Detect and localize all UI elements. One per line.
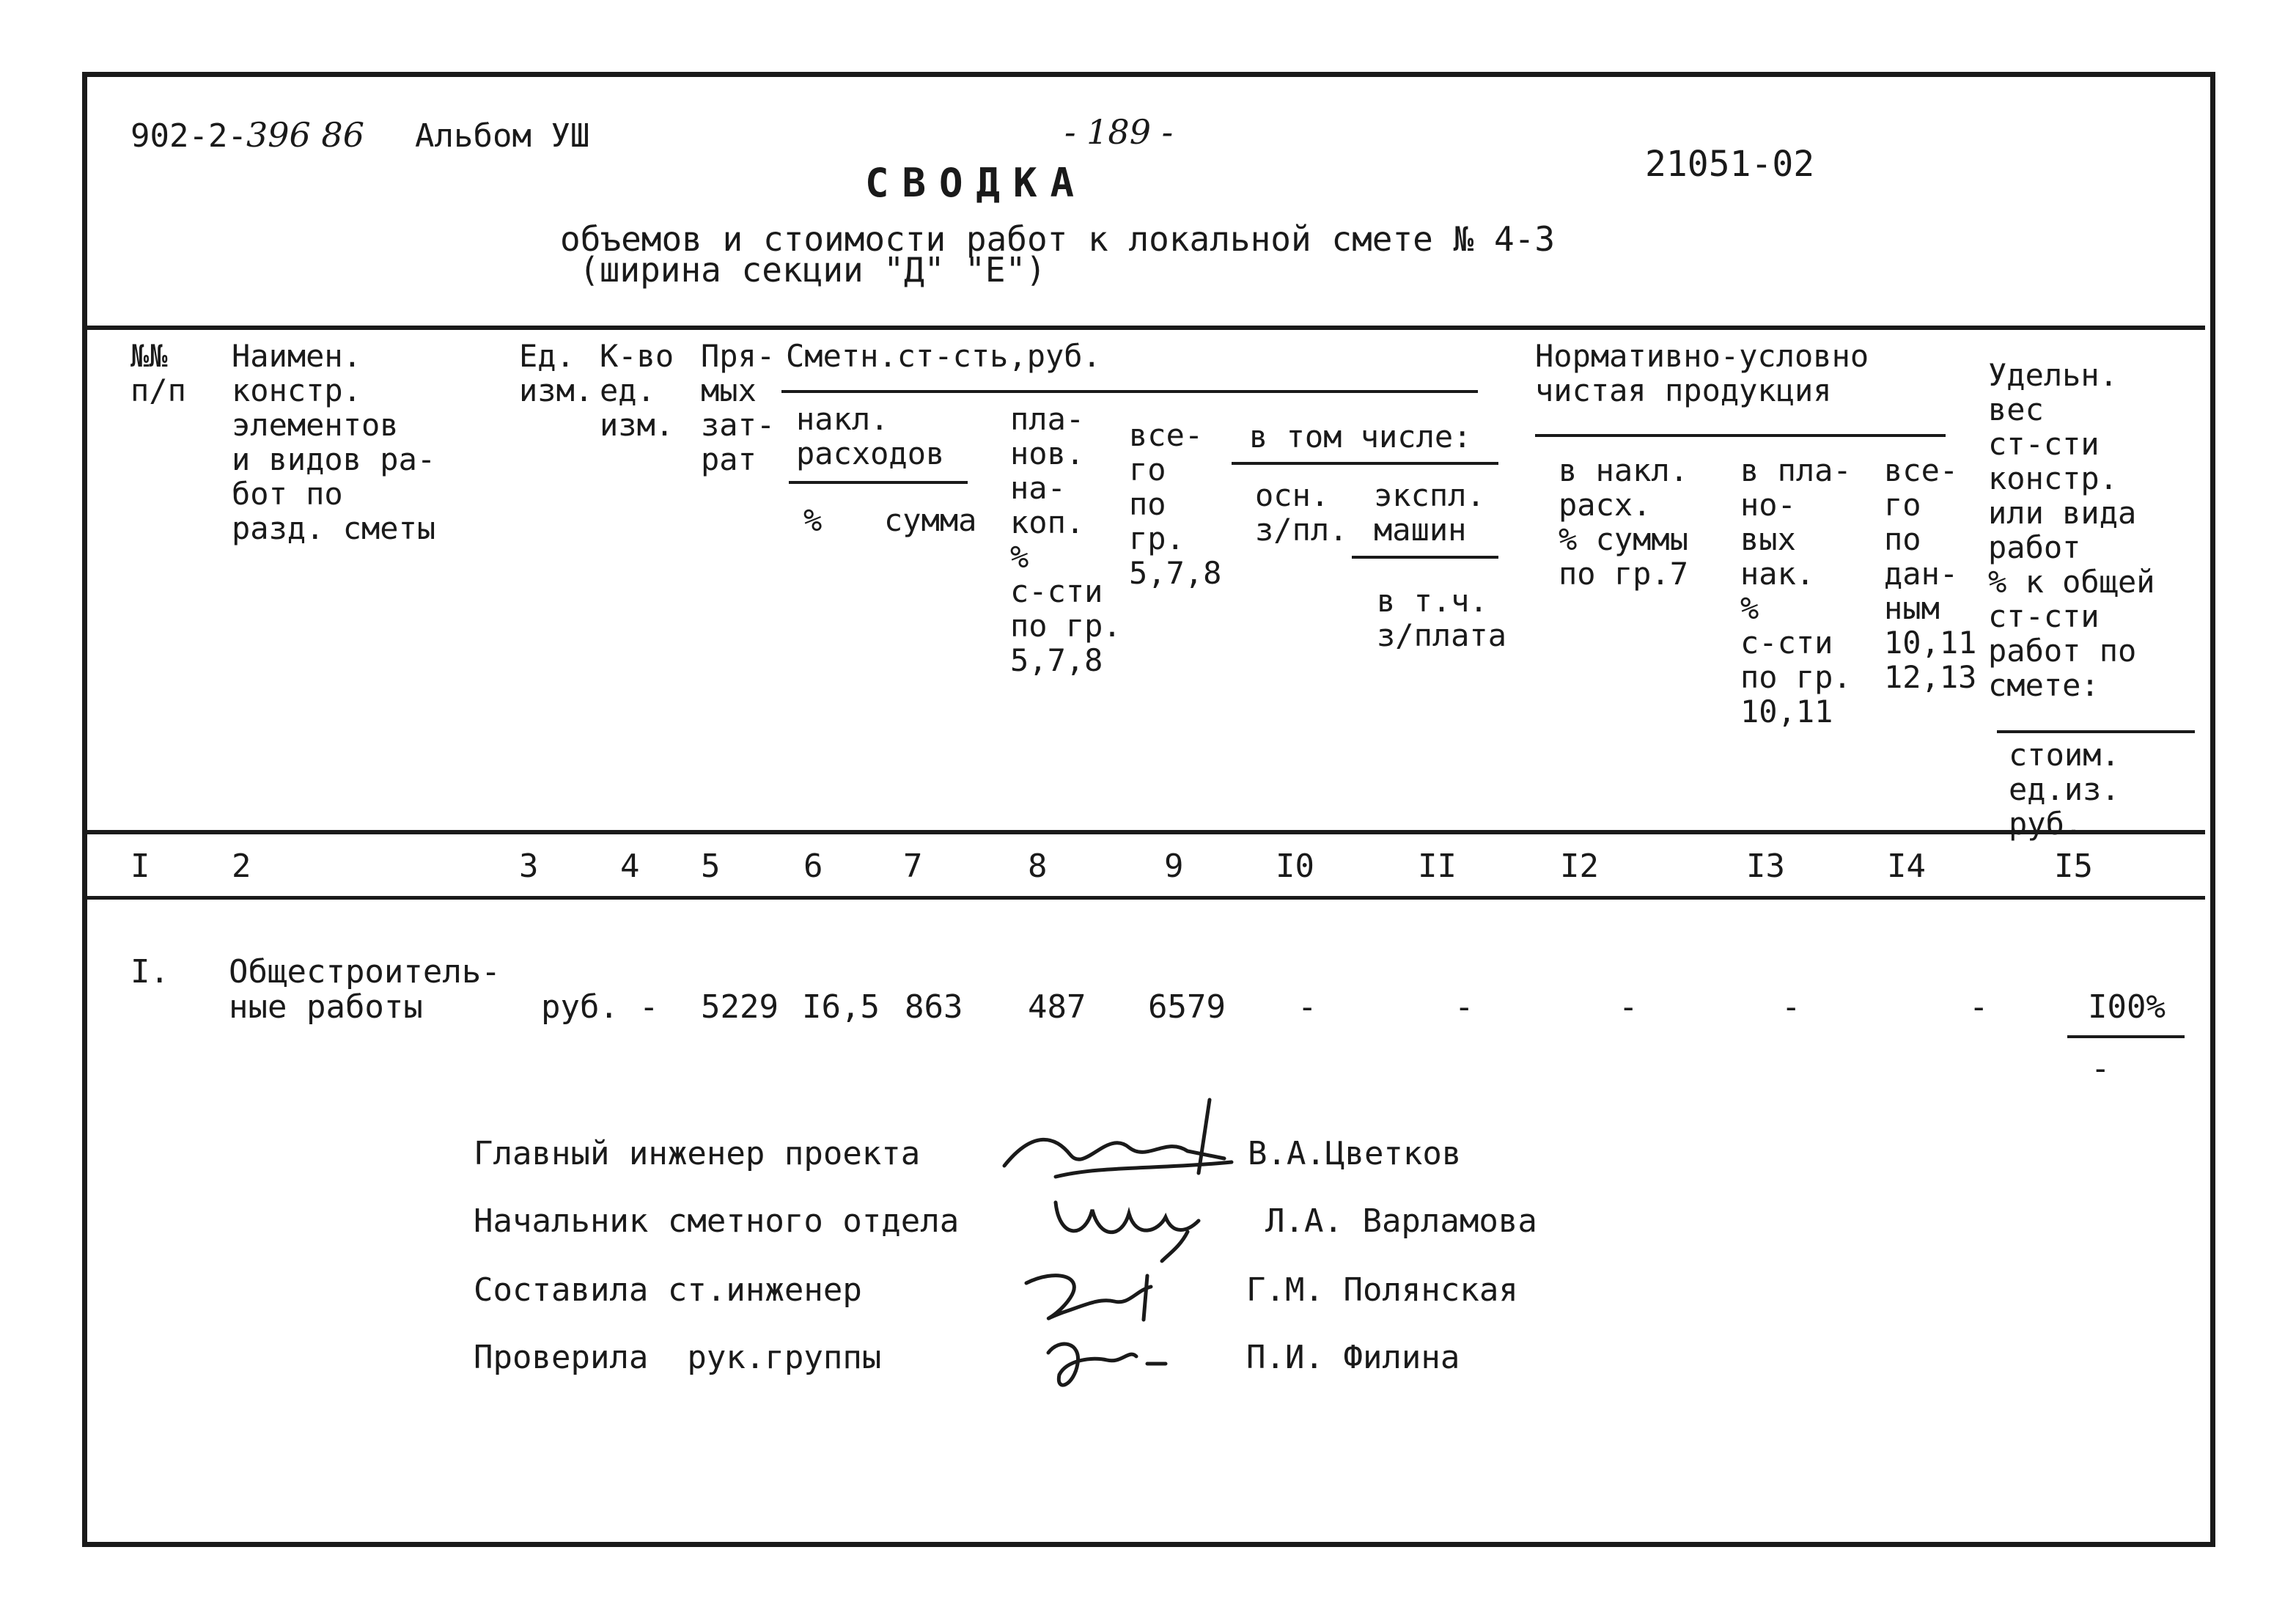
header-norm: Нормативно-условно чистая продукция bbox=[1535, 338, 1869, 408]
header-pct: % bbox=[803, 502, 823, 538]
row-sum: 863 bbox=[905, 988, 963, 1026]
colnum-11: II bbox=[1418, 848, 1457, 885]
row-norm-total: - bbox=[1969, 988, 1989, 1026]
nakl-rule bbox=[789, 481, 968, 484]
row-unit: руб. bbox=[541, 988, 619, 1026]
colnum-5: 5 bbox=[701, 848, 721, 885]
colnum-12: I2 bbox=[1560, 848, 1599, 885]
share-rule bbox=[1997, 730, 2195, 733]
header-qty: К-во ед. изм. bbox=[600, 338, 674, 443]
row-share: I00% bbox=[2088, 988, 2166, 1026]
header-plan: пла- нов. на- коп. % с-сти по гр. 5,7,8 bbox=[1010, 401, 1122, 678]
row-norm-plan: - bbox=[1781, 988, 1801, 1026]
doc-code-handwritten: 396 86 bbox=[246, 115, 364, 155]
signature-name-1: В.А.Цветков bbox=[1248, 1135, 1462, 1172]
header-smet: Сметн.ст-сть,руб. bbox=[786, 338, 1101, 374]
doc-title: СВОДКА bbox=[865, 160, 1088, 206]
row-osn: - bbox=[1298, 988, 1317, 1026]
signature-role-2: Начальник сметного отдела bbox=[474, 1202, 960, 1240]
page-number: - 189 - bbox=[1064, 112, 1174, 152]
colnum-7: 7 bbox=[903, 848, 923, 885]
signature-role-3: Составила ст.инженер bbox=[474, 1271, 862, 1309]
mash-rule bbox=[1352, 556, 1498, 559]
row-norm-nakl: - bbox=[1619, 988, 1638, 1026]
colnum-rule bbox=[87, 896, 2205, 900]
signature-name-2: Л.А. Варламова bbox=[1265, 1202, 1537, 1240]
smet-rule bbox=[781, 390, 1478, 393]
colnum-14: I4 bbox=[1887, 848, 1926, 885]
row-num: I. bbox=[130, 953, 169, 991]
header-vtom: в том числе: bbox=[1249, 419, 1472, 455]
header-nakl: накл. расходов bbox=[796, 401, 945, 471]
header-unit: Ед. изм. bbox=[519, 338, 594, 408]
header-osn: осн. з/пл. bbox=[1255, 477, 1348, 548]
album-label: Альбом УШ bbox=[415, 117, 590, 155]
signature-mark-4 bbox=[1026, 1320, 1173, 1408]
colnum-1: I bbox=[130, 848, 150, 885]
header-share: Удельн. вес ст-сти констр. или вида работ % к общей ст-сти работ по смете: bbox=[1988, 357, 2155, 703]
row-direct: 5229 bbox=[701, 988, 779, 1026]
row-share-below: - bbox=[2091, 1050, 2111, 1087]
row-plan: 487 bbox=[1028, 988, 1086, 1026]
colnum-4: 4 bbox=[620, 848, 640, 885]
row-qty: - bbox=[639, 988, 659, 1026]
doc-subtitle-2: (ширина секции "Д" "Е") bbox=[579, 250, 1046, 290]
colnum-10: I0 bbox=[1276, 848, 1314, 885]
header-mash-zp: в т.ч. з/плата bbox=[1377, 583, 1507, 653]
doc-subtitle-1: объемов и стоимости работ к локальной смете № 4-3 bbox=[560, 219, 1556, 259]
norm-rule bbox=[1535, 434, 1946, 437]
signature-role-4: Проверила рук.группы bbox=[474, 1339, 882, 1376]
colnum-2: 2 bbox=[232, 848, 251, 885]
header-total: все- го по гр. 5,7,8 bbox=[1129, 417, 1222, 591]
row-mash: - bbox=[1454, 988, 1474, 1026]
vtom-rule bbox=[1232, 462, 1498, 465]
header-share-cost: стоим. ед.из. руб. bbox=[2009, 737, 2120, 842]
colnum-6: 6 bbox=[803, 848, 823, 885]
colnum-9: 9 bbox=[1164, 848, 1184, 885]
header-mash: экспл. машин bbox=[1374, 477, 1485, 548]
doc-code-prefix: 902-2- bbox=[130, 117, 247, 155]
header-norm-nakl: в накл. расх. % суммы по гр.7 bbox=[1559, 452, 1689, 592]
signature-name-4: П.И. Филина bbox=[1246, 1339, 1460, 1376]
signature-name-3: Г.М. Полянская bbox=[1246, 1271, 1518, 1309]
colnum-13: I3 bbox=[1746, 848, 1785, 885]
colnum-3: 3 bbox=[519, 848, 539, 885]
row-name: Общестроитель- ные работы bbox=[229, 953, 501, 1026]
header-bottom-rule bbox=[87, 830, 2205, 834]
table-top-rule bbox=[87, 326, 2205, 330]
header-num: №№ п/п bbox=[130, 338, 186, 408]
header-name: Наимен. констр. элементов и видов ра- бот по разд. сметы bbox=[232, 338, 436, 546]
row-pct: I6,5 bbox=[802, 988, 880, 1026]
header-direct: Пря- мых зат- рат bbox=[701, 338, 776, 477]
share-underline bbox=[2067, 1035, 2185, 1038]
signature-role-1: Главный инженер проекта bbox=[474, 1135, 921, 1172]
header-norm-plan: в пла- но- вых нак. % с-сти по гр. 10,11 bbox=[1740, 452, 1852, 730]
doc-number: 21051-02 bbox=[1645, 144, 1815, 185]
row-total: 6579 bbox=[1148, 988, 1226, 1026]
colnum-15: I5 bbox=[2054, 848, 2093, 885]
header-norm-total: все- го по дан- ным 10,11 12,13 bbox=[1884, 452, 1977, 695]
header-sum: сумма bbox=[884, 502, 977, 538]
colnum-8: 8 bbox=[1028, 848, 1048, 885]
